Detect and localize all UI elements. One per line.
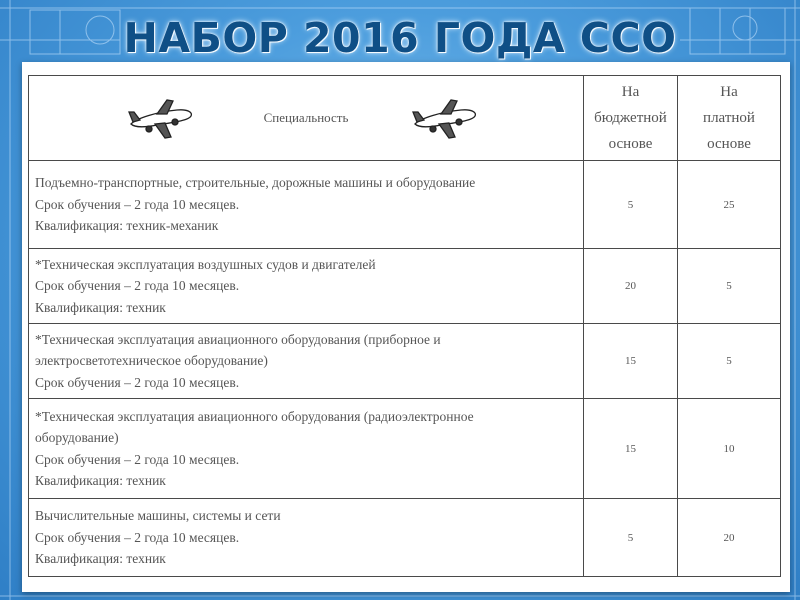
page-title: НАБОР 2016 ГОДА ССО	[123, 14, 677, 62]
table-row	[29, 161, 781, 249]
budget-value: 5	[584, 161, 678, 249]
specialty-line: Квалификация: техник	[35, 551, 166, 567]
specialty-cell	[29, 324, 584, 399]
specialty-line: Квалификация: техник	[35, 473, 166, 488]
table-sheet	[22, 62, 790, 592]
specialty-cell	[29, 249, 584, 324]
table-row	[29, 324, 781, 399]
specialty-line: Вычислительные машины, системы и сети	[35, 508, 281, 524]
specialty-line: Срок обучения – 2 года 10 месяцев.	[35, 451, 240, 467]
specialty-line: Срок обучения – 2 года 10 месяцев.	[35, 374, 240, 390]
specialty-line: оборудование)	[35, 430, 119, 445]
specialty-line: Срок обучения – 2 года 10 месяцев.	[35, 196, 240, 212]
paid-header-line: платной	[703, 110, 755, 126]
paid-header	[678, 76, 781, 161]
specialty-cell	[29, 161, 584, 249]
table-header-row	[29, 76, 781, 161]
paid-value: 20	[678, 499, 781, 577]
specialty-line: Срок обучения – 2 года 10 месяцев.	[35, 278, 240, 294]
budget-header-line: основе	[608, 136, 653, 152]
budget-value: 5	[584, 499, 678, 577]
specialty-line: Срок обучения – 2 года 10 месяцев.	[35, 529, 240, 545]
specialty-label: Специальность	[263, 110, 349, 125]
specialty-line: Квалификация: техник-механик	[35, 218, 219, 234]
paid-value: 10	[678, 399, 781, 499]
table-row	[29, 249, 781, 324]
specialty-line: Подъемно-транспортные, строительные, дорожные машины и оборудование	[35, 175, 476, 191]
budget-value: 20	[584, 249, 678, 324]
budget-header	[584, 76, 678, 161]
specialty-cell	[29, 399, 584, 499]
specialty-line: *Техническая эксплуатация воздушных судов и двигателей	[35, 256, 376, 272]
admission-table	[28, 75, 781, 577]
paid-value: 5	[678, 324, 781, 399]
paid-value: 25	[678, 161, 781, 249]
table-row	[29, 399, 781, 499]
paid-header-line: основе	[707, 136, 751, 152]
budget-header-line: бюджетной	[594, 110, 667, 126]
budget-header-line: На	[621, 84, 640, 100]
paid-value: 5	[678, 249, 781, 324]
specialty-line: Квалификация: техник	[35, 299, 166, 315]
table-row	[29, 499, 781, 577]
airplane-icon	[411, 98, 479, 140]
budget-value: 15	[584, 399, 678, 499]
budget-value: 15	[584, 324, 678, 399]
specialty-line: *Техническая эксплуатация авиационного оборудования (радиоэлектронное	[35, 408, 474, 424]
specialty-line: *Техническая эксплуатация авиационного оборудования (приборное и	[35, 331, 441, 347]
specialty-cell	[29, 499, 584, 577]
specialty-header	[29, 76, 584, 161]
paid-header-line: На	[720, 84, 738, 100]
specialty-line: электросветотехническое оборудование)	[35, 353, 268, 369]
airplane-icon	[127, 98, 195, 140]
